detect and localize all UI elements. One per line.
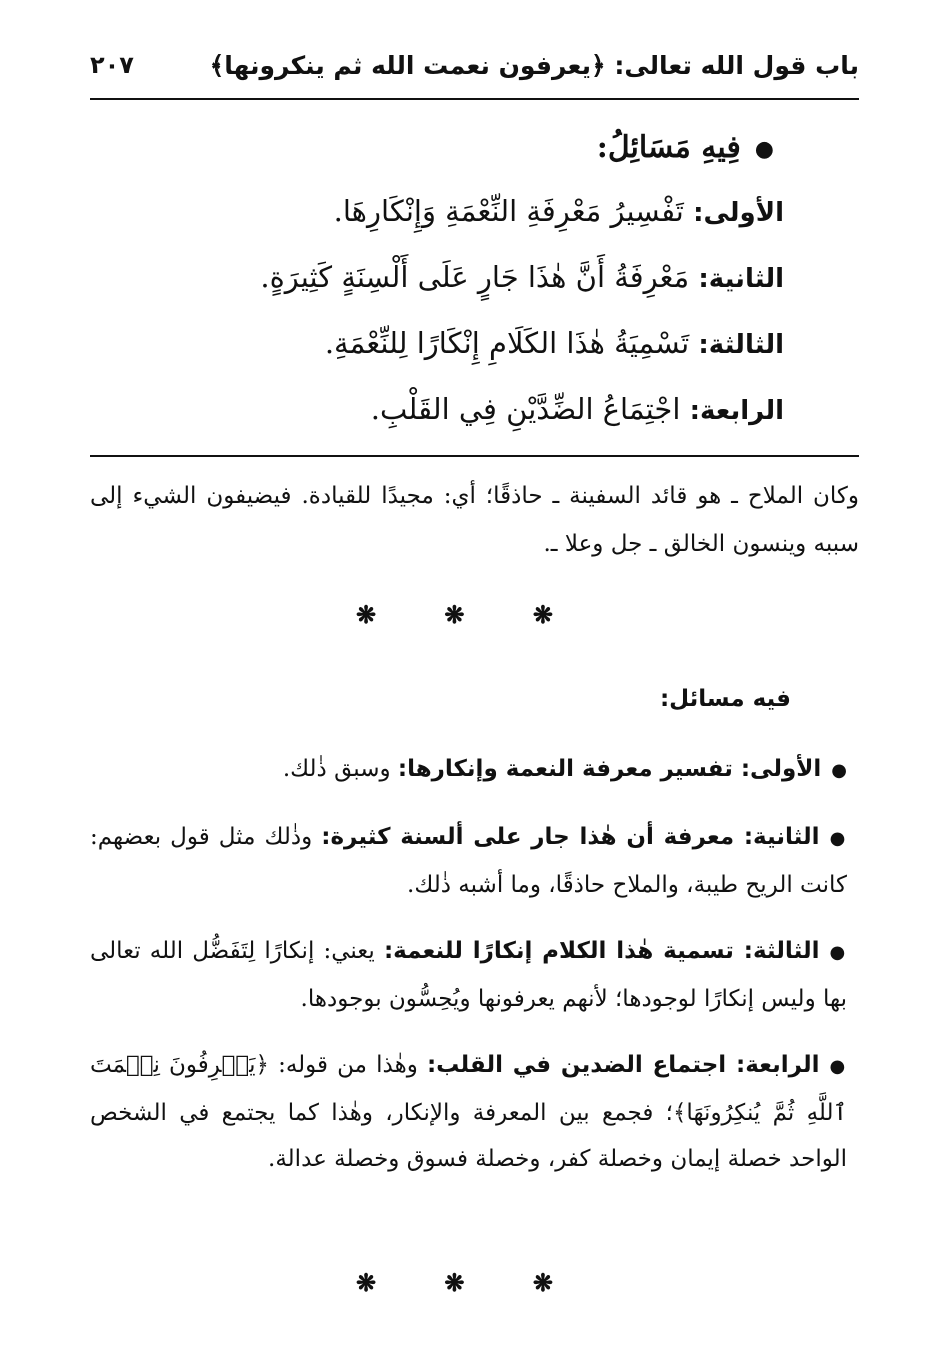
question-item-third (90, 928, 859, 1022)
bullet-icon: ● (754, 136, 774, 162)
box-item-label: الثالثة: (698, 330, 784, 360)
question-title: الثانية: معرفة أن هٰذا جار على ألسنة كثيرة: (321, 824, 820, 850)
question-item-first (90, 746, 859, 794)
question-item-second (90, 814, 859, 908)
box-heading (90, 118, 784, 178)
box-item-label: الثانية: (698, 264, 784, 294)
questions-heading: فيه مسائل: (659, 686, 791, 712)
box-item-text: تَسْمِيَةُ هٰذَا الكَلَامِ إِنْكَارًا لِلنِّعْمَةِ. (324, 326, 690, 360)
running-header (90, 42, 859, 88)
box-item-label: الرابعة: (689, 396, 784, 426)
question-body: وسبق ذٰلك. (282, 756, 398, 782)
bullet-icon: ● (829, 1056, 848, 1077)
box-heading-text: فِيهِ مَسَائِلُ: (596, 130, 741, 165)
header-rule (90, 98, 859, 100)
box-item-first (90, 178, 784, 244)
bullet-icon: ● (829, 942, 847, 963)
footnote-rule (90, 455, 859, 457)
bullet-icon: ● (831, 760, 847, 781)
issues-box (90, 118, 784, 442)
question-body: وهٰذا من قوله: ﴿يَعۡرِفُونَ نِعۡمَتَ ٱللَّهِ ثُمَّ يُنكِرُونَهَا﴾؛ فجمع بين المعرفة والإنكار، وهٰذا كما يجتمع في الشخص الواحد خصلة إيمان وخصلة كفر، وخصلة فسوق وخصلة عدالة. (90, 1052, 847, 1172)
bullet-icon: ● (829, 828, 847, 849)
footnote-text: وكان الملاح ـ هو قائد السفينة ـ حاذقًا؛ أي: مجيدًا للقيادة. فيضيفون الشيء إلى سببه وينسون الخالق ـ جل وعلا ـ. (90, 483, 859, 557)
section-separator-stars: ❋ ❋ ❋ (355, 600, 584, 629)
box-item-fourth (90, 376, 784, 442)
box-item-text: تَفْسِيرُ مَعْرِفَةِ النِّعْمَةِ وَإِنْكَارِهَا. (333, 194, 684, 228)
question-title: الأولى: تفسير معرفة النعمة وإنكارها: (397, 756, 822, 782)
question-title: الرابعة: اجتماع الضدين في القلب: (426, 1052, 820, 1078)
question-body: يعني: إنكارًا لِتَفَضُّل الله تعالى بها وليس إنكارًا لوجودها؛ لأنهم يعرفونها ويُحِسُّون بوجودها. (90, 938, 847, 1012)
question-body: وذٰلك مثل قول بعضهم: كانت الريح طيبة، والملاح حاذقًا، وما أشبه ذٰلك. (90, 824, 847, 898)
question-item-fourth (90, 1042, 859, 1182)
box-item-third (90, 310, 784, 376)
page-number: ٢٠٧ (90, 51, 134, 79)
end-separator-stars: ❋ ❋ ❋ (355, 1268, 584, 1297)
questions-section (90, 676, 859, 1182)
box-item-label: الأولى: (693, 198, 784, 228)
chapter-title: باب قول الله تعالى: ﴿يعرفون نعمت الله ثم ينكرونها﴾ (209, 50, 859, 80)
question-title: الثالثة: تسمية هٰذا الكلام إنكارًا للنعمة: (383, 938, 820, 964)
box-item-second (90, 244, 784, 310)
box-item-text: اجْتِمَاعُ الضِّدَّيْنِ فِي القَلْبِ. (370, 392, 681, 426)
box-item-text: مَعْرِفَةُ أَنَّ هٰذَا جَارٍ عَلَى أَلْسِنَةٍ كَثِيرَةٍ. (260, 260, 690, 294)
